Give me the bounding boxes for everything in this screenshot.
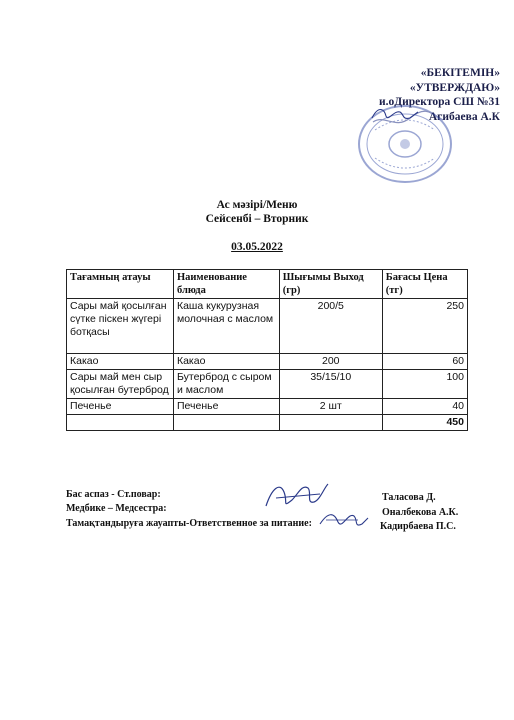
signature-director-icon [370,104,420,124]
name-chef: Таласова Д. [382,492,436,503]
column-header-name-ru: Наименование блюда [173,270,279,299]
name-nurse: Оналбекова А.К. [382,507,459,518]
table-row [67,370,468,399]
menu-days: Сейсенбі – Вторник [205,213,309,225]
cell-name-ru: Бутерброд с сыром и маслом [173,370,279,399]
menu-date: 03.05.2022 [231,241,283,253]
cell-name-kz: Печенье [67,399,174,415]
cell-output: 35/15/10 [279,370,382,399]
table-row [67,399,468,415]
role-chef: Бас аспаз - Ст.повар: [66,489,161,500]
cell-output: 200/5 [279,299,382,354]
approval-kz: «БЕКІТЕМІН» [420,67,500,79]
cell-name-ru: Печенье [173,399,279,415]
approval-position: и.оДиректора СШ №31 [378,96,500,108]
cell-name-kz: Сары май қосылған сүтке піскен жүгері ботқасы [67,299,174,354]
cell-output: 200 [279,354,382,370]
cell-price: 60 [382,354,467,370]
cell-name-kz: Сары май мен сыр қосылған бутерброд [67,370,174,399]
cell-total: 450 [382,415,467,431]
menu-table [66,269,468,431]
menu-title: Ас мәзірі/Меню [216,199,298,211]
cell-price: 40 [382,399,467,415]
signature-responsible-icon [318,508,370,532]
table-header-row [67,270,468,299]
role-nurse: Медбике – Медсестра: [66,503,167,514]
cell-name-ru: Каша кукурузная молочная с маслом [173,299,279,354]
cell-empty [279,415,382,431]
table-total-row [67,415,468,431]
cell-price: 100 [382,370,467,399]
cell-name-ru: Какао [173,354,279,370]
approval-ru: «УТВЕРЖДАЮ» [409,81,500,94]
cell-price: 250 [382,299,467,354]
cell-empty [173,415,279,431]
column-header-price: Бағасы Цена (тг) [382,270,467,299]
approval-name: Агибаева А.К [428,110,500,123]
name-responsible: Кадирбаева П.С. [380,521,456,532]
role-responsible: Тамақтандыруға жауапты-Ответственное за питание: [66,518,312,529]
table-row [67,354,468,370]
column-header-output: Шығымы Выход (гр) [279,270,382,299]
cell-name-kz: Какао [67,354,174,370]
signature-chef-icon [262,478,332,512]
table-row [67,299,468,354]
column-header-name-kz: Тағамның атауы [67,270,174,299]
cell-output: 2 шт [279,399,382,415]
cell-empty [67,415,174,431]
